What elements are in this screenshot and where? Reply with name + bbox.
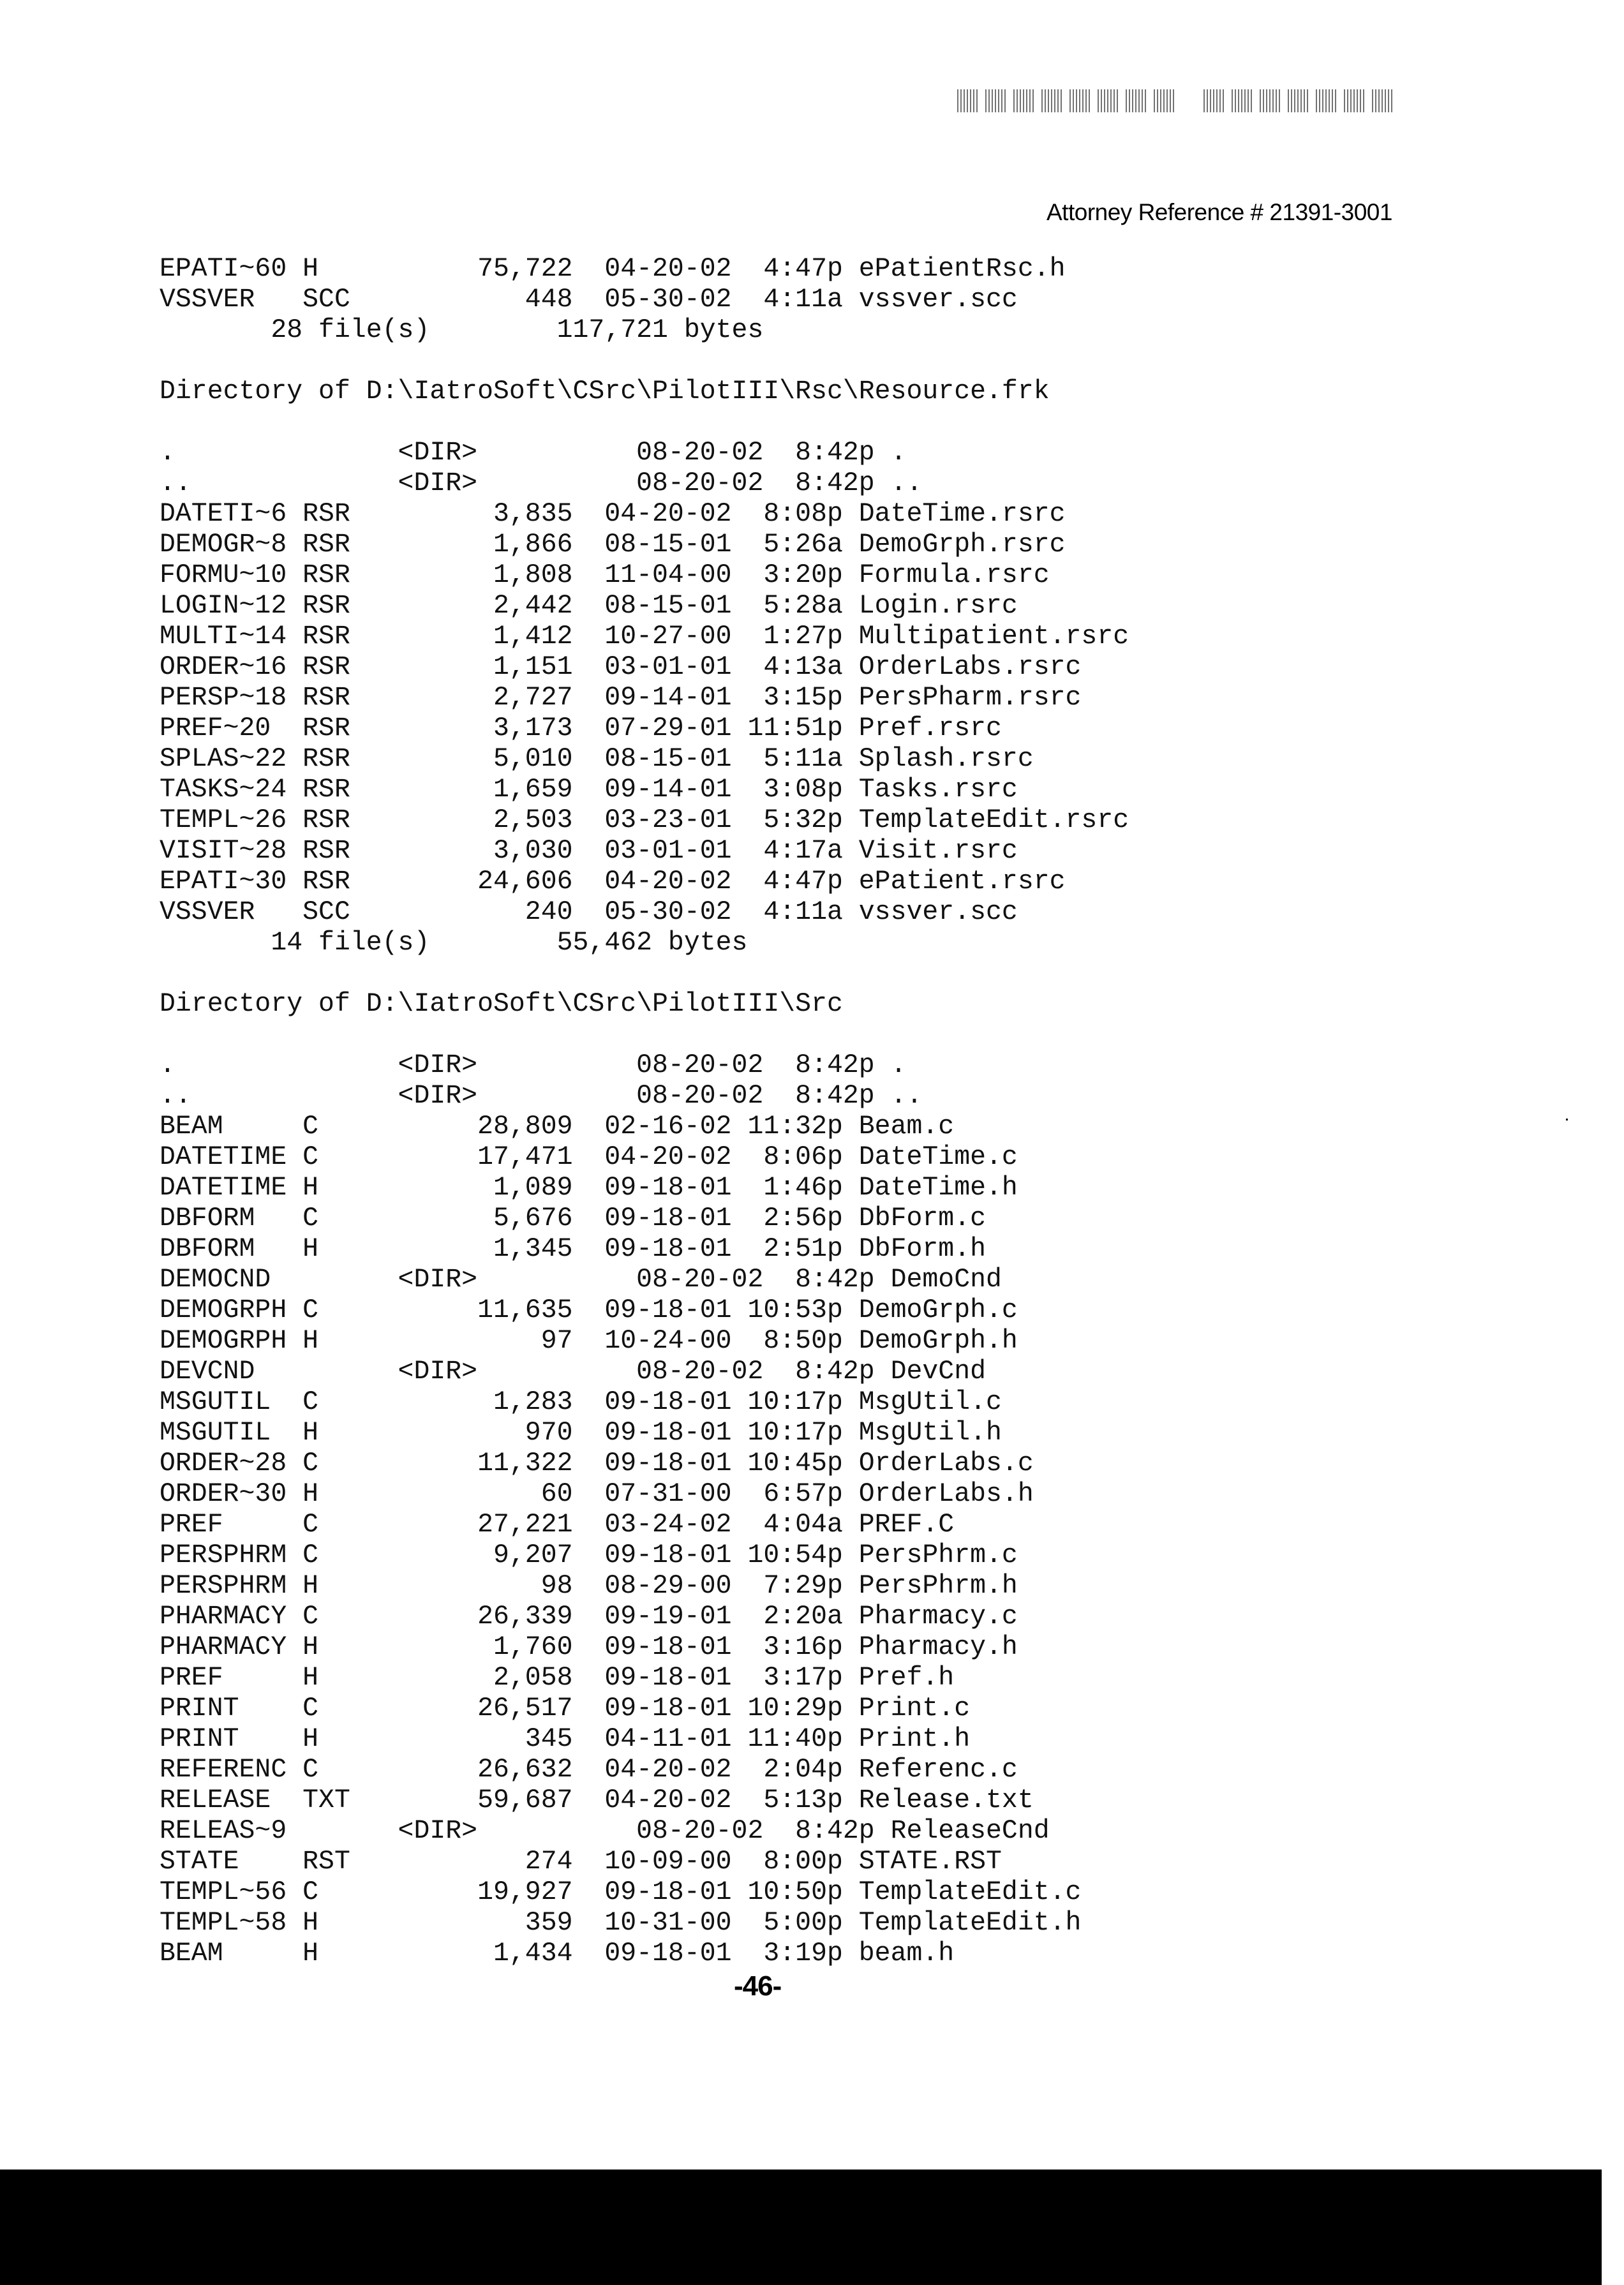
file-entry-row: TEMPL~26 RSR 2,503 03-23-01 5:32p TemplateEdit.rsrc	[160, 805, 1129, 835]
file-entry-row: PREF H 2,058 09-18-01 3:17p Pref.h	[160, 1663, 955, 1693]
file-entry-row: . <DIR> 08-20-02 8:42p .	[160, 1050, 907, 1080]
file-entry-row: .. <DIR> 08-20-02 8:42p ..	[160, 1081, 923, 1111]
file-entry-row: BEAM C 28,809 02-16-02 11:32p Beam.c	[160, 1112, 955, 1142]
scanner-header-mark	[957, 89, 1480, 128]
file-entry-row: RELEAS~9 <DIR> 08-20-02 8:42p ReleaseCnd	[160, 1816, 1050, 1846]
file-entry-row: DATETI~6 RSR 3,835 04-20-02 8:08p DateTime.rsrc	[160, 499, 1066, 529]
scan-speck	[1566, 1119, 1568, 1120]
file-entry-row: DEMOCND <DIR> 08-20-02 8:42p DemoCnd	[160, 1265, 1002, 1295]
directory-summary: 14 file(s) 55,462 bytes	[160, 928, 748, 958]
file-entry-row: PRINT H 345 04-11-01 11:40p Print.h	[160, 1724, 971, 1754]
file-entry-row: EPATI~30 RSR 24,606 04-20-02 4:47p ePatient.rsrc	[160, 867, 1066, 897]
file-entry-row: DBFORM C 5,676 09-18-01 2:56p DbForm.c	[160, 1203, 987, 1233]
blank-line	[160, 346, 1129, 376]
file-entry-row: VSSVER SCC 240 05-30-02 4:11a vssver.scc	[160, 897, 1018, 927]
file-entry-row: PERSPHRM C 9,207 09-18-01 10:54p PersPhrm.c	[160, 1540, 1018, 1570]
directory-heading: Directory of D:\IatroSoft\CSrc\PilotIII\Rsc\Resource.frk	[160, 376, 1050, 406]
file-entry-row: TASKS~24 RSR 1,659 09-14-01 3:08p Tasks.rsrc	[160, 775, 1018, 805]
scan-bottom-band	[0, 2170, 1602, 2285]
file-entry-row: SPLAS~22 RSR 5,010 08-15-01 5:11a Splash.rsrc	[160, 744, 1034, 774]
file-entry-row: VSSVER SCC 448 05-30-02 4:11a vssver.scc	[160, 285, 1018, 315]
file-entry-row: . <DIR> 08-20-02 8:42p .	[160, 438, 907, 468]
directory-listing	[160, 254, 1129, 1969]
file-entry-row: ORDER~30 H 60 07-31-00 6:57p OrderLabs.h	[160, 1479, 1034, 1509]
file-entry-row: FORMU~10 RSR 1,808 11-04-00 3:20p Formula.rsrc	[160, 560, 1050, 590]
file-entry-row: PREF C 27,221 03-24-02 4:04a PREF.C	[160, 1510, 955, 1540]
file-entry-row: DEMOGRPH H 97 10-24-00 8:50p DemoGrph.h	[160, 1326, 1018, 1356]
file-entry-row: PREF~20 RSR 3,173 07-29-01 11:51p Pref.rsrc	[160, 713, 1002, 743]
file-entry-row: ORDER~16 RSR 1,151 03-01-01 4:13a OrderLabs.rsrc	[160, 652, 1082, 682]
blank-line	[160, 1020, 1129, 1050]
file-entry-row: DEVCND <DIR> 08-20-02 8:42p DevCnd	[160, 1357, 987, 1387]
blank-line	[160, 958, 1129, 989]
file-entry-row: PERSPHRM H 98 08-29-00 7:29p PersPhrm.h	[160, 1571, 1018, 1601]
file-entry-row: TEMPL~56 C 19,927 09-18-01 10:50p TemplateEdit.c	[160, 1877, 1082, 1907]
directory-summary: 28 file(s) 117,721 bytes	[160, 315, 764, 345]
file-entry-row: LOGIN~12 RSR 2,442 08-15-01 5:28a Login.rsrc	[160, 591, 1018, 621]
file-entry-row: REFERENC C 26,632 04-20-02 2:04p Referenc.c	[160, 1755, 1018, 1785]
file-entry-row: DEMOGRPH C 11,635 09-18-01 10:53p DemoGrph.c	[160, 1295, 1018, 1325]
file-entry-row: DATETIME H 1,089 09-18-01 1:46p DateTime.h	[160, 1173, 1018, 1203]
directory-heading: Directory of D:\IatroSoft\CSrc\PilotIII\Src	[160, 989, 843, 1019]
file-entry-row: PERSP~18 RSR 2,727 09-14-01 3:15p PersPharm.rsrc	[160, 683, 1082, 713]
file-entry-row: ORDER~28 C 11,322 09-18-01 10:45p OrderLabs.c	[160, 1448, 1034, 1478]
file-entry-row: MSGUTIL H 970 09-18-01 10:17p MsgUtil.h	[160, 1418, 1002, 1448]
file-entry-row: .. <DIR> 08-20-02 8:42p ..	[160, 468, 923, 498]
file-entry-row: EPATI~60 H 75,722 04-20-02 4:47p ePatientRsc.h	[160, 254, 1066, 284]
file-entry-row: DEMOGR~8 RSR 1,866 08-15-01 5:26a DemoGrph.rsrc	[160, 530, 1066, 560]
blank-line	[160, 407, 1129, 438]
file-entry-row: RELEASE TXT 59,687 04-20-02 5:13p Release.txt	[160, 1785, 1034, 1815]
file-entry-row: BEAM H 1,434 09-18-01 3:19p beam.h	[160, 1939, 955, 1969]
file-entry-row: MSGUTIL C 1,283 09-18-01 10:17p MsgUtil.c	[160, 1387, 1002, 1417]
file-entry-row: TEMPL~58 H 359 10-31-00 5:00p TemplateEdit.h	[160, 1908, 1082, 1938]
file-entry-row: PHARMACY H 1,760 09-18-01 3:16p Pharmacy.h	[160, 1632, 1018, 1662]
file-entry-row: PHARMACY C 26,339 09-19-01 2:20a Pharmacy.c	[160, 1602, 1018, 1632]
attorney-reference: Attorney Reference # 21391-3001	[1047, 199, 1392, 225]
file-entry-row: DBFORM H 1,345 09-18-01 2:51p DbForm.h	[160, 1234, 987, 1264]
file-entry-row: MULTI~14 RSR 1,412 10-27-00 1:27p Multipatient.rsrc	[160, 621, 1129, 651]
file-entry-row: DATETIME C 17,471 04-20-02 8:06p DateTime.c	[160, 1142, 1018, 1172]
file-entry-row: PRINT C 26,517 09-18-01 10:29p Print.c	[160, 1693, 971, 1723]
file-entry-row: STATE RST 274 10-09-00 8:00p STATE.RST	[160, 1847, 1002, 1877]
file-entry-row: VISIT~28 RSR 3,030 03-01-01 4:17a Visit.rsrc	[160, 836, 1018, 866]
page-number: -46-	[734, 1970, 782, 2002]
